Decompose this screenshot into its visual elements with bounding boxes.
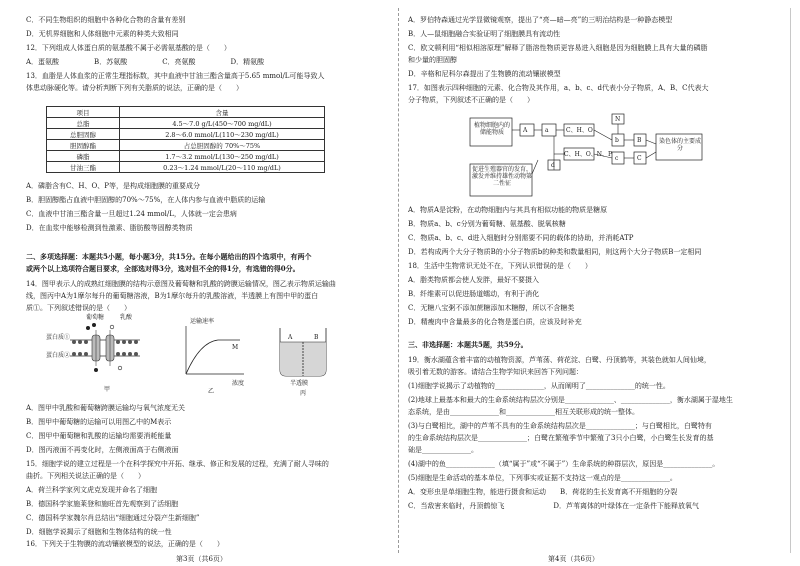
node-A: A bbox=[523, 127, 528, 134]
q15-option-a: A．荷兰科学家列文虎克发现并命名了细胞 bbox=[26, 486, 158, 494]
q16-option-b: B．人—鼠细胞融合实验证明了细胞膜具有流动性 bbox=[408, 30, 561, 38]
node-b: b bbox=[615, 137, 619, 144]
q17-option-b: B．物质a、b、c分别为葡萄糖、氨基酸、脱氧核糖 bbox=[408, 220, 566, 228]
q18-option-b: B．纤维素可以促进肠道蠕动，有利于消化 bbox=[408, 290, 540, 298]
table-cell: 甘油三酯 bbox=[47, 162, 120, 173]
q11-option-c: C．不同生物组织的细胞中各种化合物的含量有差别 bbox=[26, 16, 186, 24]
section-3-heading: 三、非选择题：本题共5题，共59分。 bbox=[408, 340, 528, 349]
column-divider bbox=[398, 8, 399, 553]
node-C: C bbox=[637, 155, 642, 162]
q19-part-5: (5)细胞是生命活动的基本单位，下列事实或证据不支持这一观点的是______________。 bbox=[408, 474, 677, 482]
q19-stem-cont: 吸引着无数的游客。请结合生物学知识来回答下列问题： bbox=[408, 368, 583, 376]
right-column bbox=[408, 0, 776, 566]
bing-membrane-label: 半透膜 bbox=[290, 380, 309, 387]
caption-yi: 乙 bbox=[208, 388, 215, 395]
membrane-diagram bbox=[62, 320, 148, 382]
q13-stem: 13．血脂是人体血浆的正常生理指标数，其中血液中甘油三酯含量高于5.65 mmol/L可能导致人 bbox=[26, 72, 325, 80]
caption-jia: 甲 bbox=[104, 386, 111, 393]
table-cell: 胆固醇酯 bbox=[47, 140, 120, 151]
page-number-4: 第4页（共6页） bbox=[548, 555, 599, 563]
q13-stem-cont: 体患动脉硬化等。请分析判断下列有关脂质的说法，正确的是（ ） bbox=[26, 84, 243, 92]
node-B: B bbox=[637, 137, 642, 144]
q15-option-c: C．德国科学家魏尔肖总结出“细胞通过分裂产生新细胞” bbox=[26, 514, 200, 522]
q17-stem-cont: 分子物质，下列叙述不正确的是（ ） bbox=[408, 96, 534, 104]
node-d: d bbox=[551, 162, 555, 169]
q17-option-d: D．若构成两个大分子物质B的小分子物质b的种类和数量相同，则这两个大分子物质B一定相同 bbox=[408, 248, 702, 256]
node-chonp: C、H、O、N、P bbox=[564, 151, 613, 158]
bing-label-b: B bbox=[314, 334, 319, 341]
q16-stem: 16．下列关于生物膜的流动镶嵌模型的说法，正确的是（ ） bbox=[26, 540, 224, 548]
q18-option-d: D．精瘦肉中含量最多的化合物是蛋白质，应该及时补充 bbox=[408, 318, 582, 326]
u-tube bbox=[272, 322, 334, 380]
q19-part-2: (2)地球上最基本和最大的生命系统结构层次分别是______________、______________，衡水湖属于湿地生 bbox=[408, 396, 733, 404]
table-header: 项目 bbox=[47, 107, 120, 118]
q14-stem-cont: 线，图丙中A为1摩尔每升的葡萄糖溶液，B为1摩尔每升的乳酸溶液，半透膜上有图中甲的蛋白 bbox=[26, 292, 319, 300]
label-lactate: 乳酸 bbox=[120, 314, 133, 321]
q14-option-d: D．图丙液面不再变化时，左侧液面高于右侧液面 bbox=[26, 446, 179, 454]
q13-option-d: D．在血浆中能够检测到性激素、脂肪酸等固醇类物质 bbox=[26, 224, 193, 232]
q19-part-4: (4)湖中的鱼______________（填“属于”或“不属于”）生命系统的种群层次，原因是______________。 bbox=[408, 460, 720, 468]
node-storage-substance: 植物细胞内的储能物质 bbox=[473, 122, 510, 136]
q14-option-b: B．图甲中葡萄糖的运输可以用图乙中的M表示 bbox=[26, 418, 172, 426]
table-cell: 总脂 bbox=[47, 118, 120, 129]
q19-part-5-cd: C．当敌害来临时，丹顶鹤惊飞 D．芦苇离体的叶绿体在一定条件下能释放氧气 bbox=[408, 502, 699, 510]
table-cell: 4.5～7.0 g/L(450～700 mg/dL) bbox=[120, 118, 325, 129]
figure-yi-curve bbox=[178, 322, 248, 380]
node-sex-hormone-effect: 促进生殖器官的发育，激发并维持雄性动物第二性征 bbox=[472, 166, 533, 187]
q12-stem: 12．下列组成人体蛋白质的氨基酸不属于必需氨基酸的是（ ） bbox=[26, 44, 231, 52]
q15-option-d: D．细胞学说揭示了细胞和生物体结构的统一性 bbox=[26, 528, 172, 536]
node-cho: C、H、O bbox=[566, 127, 593, 134]
table-row bbox=[47, 140, 325, 151]
q15-stem-cont: 曲折。下列相关说法正确的是（ ） bbox=[26, 472, 145, 480]
rate-curve bbox=[178, 322, 248, 380]
q14-stem: 14．图甲表示人的成熟红细胞膜的结构示意图及葡萄糖和乳酸的跨膜运输情况，图乙表示物质运输曲 bbox=[26, 280, 336, 288]
table-header-row bbox=[47, 107, 325, 118]
node-chromosome: 染色体的主要成分 bbox=[658, 138, 701, 152]
yi-axis-title: 运输速率 bbox=[190, 318, 215, 325]
q18-option-c: C．无糖八宝粥不添加蔗糖添加木糖醇，所以不含糖类 bbox=[408, 304, 575, 312]
q18-stem: 18．生活中生物常识无处不在，下列认识错误的是（ ） bbox=[408, 262, 592, 270]
bing-label-a: A bbox=[288, 334, 293, 341]
q19-part-3: (3)与白鹭相比，湖中的芦苇不具有的生命系统结构层次是______________；与白鹭相比，白鹭特有 bbox=[408, 422, 712, 430]
q19-part-3-end: 础是______________。 bbox=[408, 446, 478, 454]
section-2-heading-cont: 或两个以上选项符合题目要求，全部选对得3分，选对但不全的得1分，有选错的得0分。 bbox=[26, 264, 300, 273]
table-row bbox=[47, 162, 325, 173]
q17-option-c: C．物质a、b、c、d进入细胞时分别需要不同的载体的协助，并消耗ATP bbox=[408, 234, 634, 242]
label-glucose: 葡萄糖 bbox=[86, 314, 105, 321]
table-row bbox=[47, 151, 325, 162]
q15-stem: 15．细胞学说的建立过程是一个在科学探究中开拓、继承、修正和发展的过程，充满了耐人寻味的 bbox=[26, 460, 329, 468]
table-cell: 总胆固醇 bbox=[47, 129, 120, 140]
q19-part-2-cont: 态系统，是由______________和______________相互关联形成的统一整体。 bbox=[408, 408, 639, 416]
yi-point-m: M bbox=[232, 344, 239, 351]
q19-stem: 19．衡水湖蕴含着丰富的动植物资源，芦苇荡、荷花淀、白鹭、丹顶鹤等，其装色就如人间仙境， bbox=[408, 356, 711, 364]
q13-option-b: B．胆固醇酯占血液中胆固醇的70%～75%，在人体内参与血液中脂质的运输 bbox=[26, 196, 266, 204]
q17-stem: 17．如图表示四种细胞的元素、化合物及其作用，a、b、c、d代表小分子物质，A、B、C代表大 bbox=[408, 84, 709, 92]
q17-option-a: A．物质A是淀粉，在动物细胞内与其具有相似功能的物质是糖原 bbox=[408, 206, 608, 214]
table-row bbox=[47, 129, 325, 140]
q14-stem-end: 质①。下列叙述错误的是（ ） bbox=[26, 304, 131, 312]
yi-x-axis-label: 浓度 bbox=[232, 380, 245, 387]
q15-option-b: B．德国科学家施莱登和施旺首先观察到了活细胞 bbox=[26, 500, 179, 508]
q14-option-c: C．图甲中葡萄糖和乳酸的运输均需要消耗能量 bbox=[26, 432, 172, 440]
label-protein-2: 蛋白质② bbox=[46, 352, 71, 359]
figure-bing-utube bbox=[272, 322, 334, 380]
q16-option-c: C．欧文顿利用“相似相溶原理”解释了脂溶性物质更容易进入细胞是因为细胞膜上具有大量的磷脂 bbox=[408, 44, 708, 52]
table-header: 含量 bbox=[120, 107, 325, 118]
q16-option-d: D．辛格和尼科尔森提出了生物膜的流动镶嵌模型 bbox=[408, 70, 561, 78]
q11-option-d: D．无机界细胞和人体细胞中元素的种类大致相同 bbox=[26, 30, 179, 38]
q12-options: A．蛋氨酸 B．苏氨酸 C．亮氨酸 D．精氨酸 bbox=[26, 58, 265, 66]
q13-option-c: C．血液中甘油三酯含量一旦超过1.24 mmol/L，人体就一定会患病 bbox=[26, 210, 237, 218]
section-2-heading: 二、多项选择题：本题共5小题，每小题3分，共15分。在每小题给出的四个选项中，有两个 bbox=[26, 252, 312, 261]
q19-part-3-cont: 的生命系统结构层次是______________；白鹭在繁殖季节中繁殖了3只小白鹭，小白鹭生长发育的基 bbox=[408, 434, 714, 442]
left-column bbox=[26, 0, 394, 566]
q13-option-a: A．磷脂含有C、H、O、P等，是构成细胞膜的重要成分 bbox=[26, 182, 200, 190]
table-cell: 2.8～6.0 mmol/L(110～230 mg/dL) bbox=[120, 129, 325, 140]
figure-jia-membrane bbox=[62, 320, 148, 382]
table-cell: 1.7～3.2 mmol/L(130～250 mg/dL) bbox=[120, 151, 325, 162]
table-cell: 0.23～1.24 mmol/L(20～110 mg/dL) bbox=[120, 162, 325, 173]
blood-lipid-table bbox=[46, 106, 325, 173]
q14-option-a: A．图甲中乳酸和葡萄糖跨膜运输均与氧气浓度无关 bbox=[26, 404, 186, 412]
page-number-3: 第3页（共6页） bbox=[176, 555, 227, 563]
q19-part-1: (1)细胞学说揭示了动植物的______________，从而阐明了______________的统一性。 bbox=[408, 382, 670, 390]
table-cell: 占总胆固醇的 70%～75% bbox=[120, 140, 325, 151]
q19-part-5-ab: A．变形虫是单细胞生物，能进行摄食和运动 B．荷花的生长发育离不开细胞的分裂 bbox=[408, 488, 678, 496]
table-row bbox=[47, 118, 325, 129]
table-cell: 磷脂 bbox=[47, 151, 120, 162]
node-N: N bbox=[615, 116, 621, 123]
node-a: a bbox=[545, 127, 549, 134]
caption-bing: 丙 bbox=[300, 390, 307, 397]
label-protein-1: 蛋白质① bbox=[46, 334, 71, 341]
q18-option-a: A．脂类物质都会使人发胖，最好不要摄入 bbox=[408, 276, 540, 284]
binding-edge bbox=[790, 8, 791, 553]
q16-option-a: A．罗伯特森通过光学显微镜观察，提出了“亮—暗—亮”的三明治结构是一种静态模型 bbox=[408, 16, 673, 24]
q16-option-c-cont: 和少量的胆固醇 bbox=[408, 56, 457, 64]
node-c: c bbox=[615, 155, 619, 162]
